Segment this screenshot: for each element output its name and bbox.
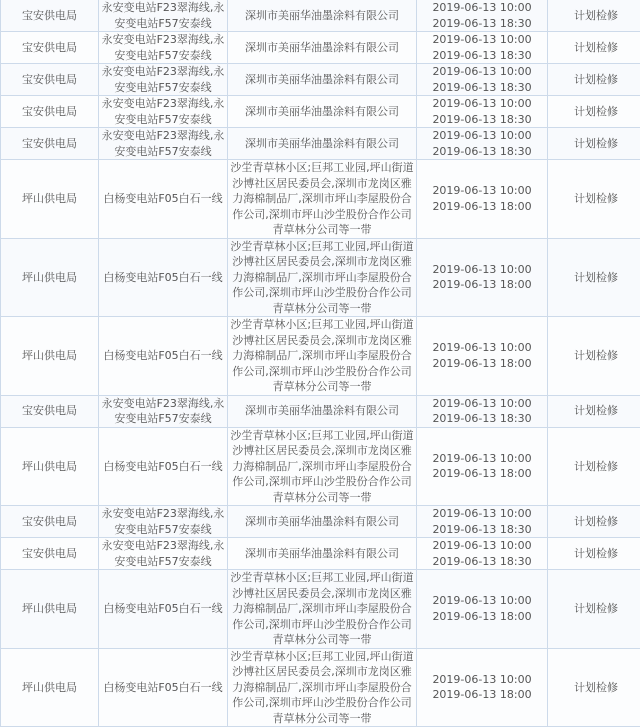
line-text: 永安变电站F23翠海线,永安变电站F57安泰线: [100, 64, 226, 95]
type-cell: [548, 128, 640, 160]
type-text: 计划检修: [549, 514, 640, 530]
bureau-cell: [1, 317, 99, 396]
time-cell: [417, 32, 548, 64]
time-cell: [417, 64, 548, 96]
bureau-cell: [1, 648, 99, 727]
area-cell: [228, 238, 417, 317]
line-cell: [99, 506, 228, 538]
time-text: 2019-06-13 18:30: [418, 16, 546, 32]
type-cell: [548, 0, 640, 32]
line-text: 永安变电站F23翠海线,永安变电站F57安泰线: [100, 396, 226, 427]
time-cell: [417, 648, 548, 727]
table-row: [1, 0, 640, 32]
type-text: 计划检修: [549, 459, 640, 475]
area-cell: [228, 160, 417, 239]
time-cell: [417, 538, 548, 570]
bureau-cell: [1, 570, 99, 649]
area-cell: [228, 395, 417, 427]
area-text: 深圳市美丽华油墨涂料有限公司: [229, 514, 415, 530]
time-cell: [417, 0, 548, 32]
area-cell: [228, 506, 417, 538]
type-cell: [548, 64, 640, 96]
type-cell: [548, 160, 640, 239]
type-text: 计划检修: [549, 270, 640, 286]
line-cell: [99, 128, 228, 160]
line-cell: [99, 395, 228, 427]
type-text: 计划检修: [549, 546, 640, 562]
time-text: 2019-06-13 10:00: [418, 183, 546, 199]
type-text: 计划检修: [549, 136, 640, 152]
bureau-text: 坪山供电局: [2, 348, 97, 364]
line-cell: [99, 32, 228, 64]
area-text: 沙坣青草林小区;巨邦工业园,坪山街道沙博社区居民委员会,深圳市龙岗区雅力海棉制品厂,深圳市坪山李屋股份合作公司,深圳市坪山沙坣股份合作公司青草林分公司等一带: [229, 317, 415, 395]
area-cell: [228, 648, 417, 727]
bureau-cell: [1, 395, 99, 427]
type-cell: [548, 96, 640, 128]
time-text: 2019-06-13 10:00: [418, 340, 546, 356]
line-cell: [99, 427, 228, 506]
time-text: 2019-06-13 18:30: [418, 522, 546, 538]
time-text: 2019-06-13 18:30: [418, 411, 546, 427]
time-text: 2019-06-13 10:00: [418, 593, 546, 609]
type-text: 计划检修: [549, 40, 640, 56]
area-text: 深圳市美丽华油墨涂料有限公司: [229, 8, 415, 24]
line-text: 永安变电站F23翠海线,永安变电站F57安泰线: [100, 506, 226, 537]
bureau-cell: [1, 427, 99, 506]
line-text: 永安变电站F23翠海线,永安变电站F57安泰线: [100, 0, 226, 31]
table-row: [1, 96, 640, 128]
table-row: [1, 506, 640, 538]
bureau-text: 坪山供电局: [2, 680, 97, 696]
line-text: 永安变电站F23翠海线,永安变电站F57安泰线: [100, 32, 226, 63]
bureau-text: 宝安供电局: [2, 136, 97, 152]
line-text: 白杨变电站F05白石一线: [100, 270, 226, 286]
area-text: 沙坣青草林小区;巨邦工业园,坪山街道沙博社区居民委员会,深圳市龙岗区雅力海棉制品厂,深圳市坪山李屋股份合作公司,深圳市坪山沙坣股份合作公司青草林分公司等一带: [229, 239, 415, 317]
type-text: 计划检修: [549, 680, 640, 696]
bureau-text: 宝安供电局: [2, 72, 97, 88]
area-cell: [228, 427, 417, 506]
line-cell: [99, 317, 228, 396]
time-text: 2019-06-13 10:00: [418, 538, 546, 554]
time-text: 2019-06-13 10:00: [418, 672, 546, 688]
type-cell: [548, 506, 640, 538]
type-cell: [548, 32, 640, 64]
area-text: 沙坣青草林小区;巨邦工业园,坪山街道沙博社区居民委员会,深圳市龙岗区雅力海棉制品厂,深圳市坪山李屋股份合作公司,深圳市坪山沙坣股份合作公司青草林分公司等一带: [229, 428, 415, 506]
outage-table-body: [1, 0, 640, 727]
type-text: 计划检修: [549, 601, 640, 617]
line-cell: [99, 238, 228, 317]
table-row: [1, 317, 640, 396]
type-cell: [548, 570, 640, 649]
time-text: 2019-06-13 18:30: [418, 80, 546, 96]
type-text: 计划检修: [549, 72, 640, 88]
table-row: [1, 238, 640, 317]
time-text: 2019-06-13 10:00: [418, 0, 546, 16]
bureau-text: 坪山供电局: [2, 459, 97, 475]
bureau-text: 坪山供电局: [2, 601, 97, 617]
time-text: 2019-06-13 18:30: [418, 112, 546, 128]
area-text: 深圳市美丽华油墨涂料有限公司: [229, 546, 415, 562]
type-cell: [548, 238, 640, 317]
area-text: 深圳市美丽华油墨涂料有限公司: [229, 72, 415, 88]
bureau-text: 宝安供电局: [2, 403, 97, 419]
type-cell: [548, 538, 640, 570]
time-text: 2019-06-13 18:30: [418, 48, 546, 64]
time-text: 2019-06-13 18:00: [418, 466, 546, 482]
time-text: 2019-06-13 10:00: [418, 32, 546, 48]
line-cell: [99, 570, 228, 649]
area-text: 深圳市美丽华油墨涂料有限公司: [229, 403, 415, 419]
time-cell: [417, 427, 548, 506]
time-text: 2019-06-13 18:00: [418, 277, 546, 293]
bureau-text: 宝安供电局: [2, 40, 97, 56]
time-text: 2019-06-13 10:00: [418, 396, 546, 412]
time-cell: [417, 395, 548, 427]
line-text: 白杨变电站F05白石一线: [100, 601, 226, 617]
area-text: 沙坣青草林小区;巨邦工业园,坪山街道沙博社区居民委员会,深圳市龙岗区雅力海棉制品厂,深圳市坪山李屋股份合作公司,深圳市坪山沙坣股份合作公司青草林分公司等一带: [229, 160, 415, 238]
bureau-cell: [1, 32, 99, 64]
time-text: 2019-06-13 10:00: [418, 506, 546, 522]
time-cell: [417, 238, 548, 317]
type-text: 计划检修: [549, 8, 640, 24]
area-cell: [228, 0, 417, 32]
table-row: [1, 570, 640, 649]
area-text: 沙坣青草林小区;巨邦工业园,坪山街道沙博社区居民委员会,深圳市龙岗区雅力海棉制品厂,深圳市坪山李屋股份合作公司,深圳市坪山沙坣股份合作公司青草林分公司等一带: [229, 649, 415, 727]
table-row: [1, 648, 640, 727]
type-cell: [548, 648, 640, 727]
bureau-text: 宝安供电局: [2, 104, 97, 120]
area-cell: [228, 128, 417, 160]
area-cell: [228, 64, 417, 96]
line-cell: [99, 96, 228, 128]
bureau-text: 宝安供电局: [2, 546, 97, 562]
time-text: 2019-06-13 18:00: [418, 199, 546, 215]
area-cell: [228, 317, 417, 396]
area-text: 深圳市美丽华油墨涂料有限公司: [229, 136, 415, 152]
area-cell: [228, 570, 417, 649]
type-cell: [548, 317, 640, 396]
line-text: 永安变电站F23翠海线,永安变电站F57安泰线: [100, 538, 226, 569]
bureau-cell: [1, 0, 99, 32]
bureau-cell: [1, 538, 99, 570]
bureau-text: 宝安供电局: [2, 514, 97, 530]
area-cell: [228, 96, 417, 128]
time-cell: [417, 317, 548, 396]
line-cell: [99, 64, 228, 96]
bureau-cell: [1, 238, 99, 317]
line-text: 白杨变电站F05白石一线: [100, 348, 226, 364]
table-row: [1, 32, 640, 64]
time-text: 2019-06-13 18:30: [418, 144, 546, 160]
bureau-text: 宝安供电局: [2, 8, 97, 24]
line-text: 白杨变电站F05白石一线: [100, 191, 226, 207]
bureau-cell: [1, 506, 99, 538]
time-text: 2019-06-13 18:30: [418, 554, 546, 570]
time-text: 2019-06-13 18:00: [418, 609, 546, 625]
type-text: 计划检修: [549, 191, 640, 207]
table-row: [1, 128, 640, 160]
line-cell: [99, 538, 228, 570]
time-text: 2019-06-13 10:00: [418, 128, 546, 144]
area-text: 沙坣青草林小区;巨邦工业园,坪山街道沙博社区居民委员会,深圳市龙岗区雅力海棉制品厂,深圳市坪山李屋股份合作公司,深圳市坪山沙坣股份合作公司青草林分公司等一带: [229, 570, 415, 648]
area-text: 深圳市美丽华油墨涂料有限公司: [229, 40, 415, 56]
type-text: 计划检修: [549, 348, 640, 364]
type-text: 计划检修: [549, 104, 640, 120]
bureau-cell: [1, 96, 99, 128]
bureau-text: 坪山供电局: [2, 191, 97, 207]
area-cell: [228, 32, 417, 64]
line-cell: [99, 648, 228, 727]
time-text: 2019-06-13 10:00: [418, 96, 546, 112]
table-row: [1, 395, 640, 427]
time-text: 2019-06-13 18:00: [418, 356, 546, 372]
type-cell: [548, 395, 640, 427]
time-cell: [417, 96, 548, 128]
time-cell: [417, 160, 548, 239]
type-cell: [548, 427, 640, 506]
time-text: 2019-06-13 10:00: [418, 451, 546, 467]
bureau-text: 坪山供电局: [2, 270, 97, 286]
table-row: [1, 538, 640, 570]
area-cell: [228, 538, 417, 570]
table-row: [1, 427, 640, 506]
time-cell: [417, 570, 548, 649]
table-row: [1, 64, 640, 96]
time-text: 2019-06-13 10:00: [418, 262, 546, 278]
time-text: 2019-06-13 18:00: [418, 687, 546, 703]
bureau-cell: [1, 160, 99, 239]
line-text: 白杨变电站F05白石一线: [100, 680, 226, 696]
time-cell: [417, 128, 548, 160]
line-text: 永安变电站F23翠海线,永安变电站F57安泰线: [100, 128, 226, 159]
table-row: [1, 160, 640, 239]
time-cell: [417, 506, 548, 538]
line-text: 白杨变电站F05白石一线: [100, 459, 226, 475]
bureau-cell: [1, 64, 99, 96]
type-text: 计划检修: [549, 403, 640, 419]
bureau-cell: [1, 128, 99, 160]
line-text: 永安变电站F23翠海线,永安变电站F57安泰线: [100, 96, 226, 127]
area-text: 深圳市美丽华油墨涂料有限公司: [229, 104, 415, 120]
line-cell: [99, 160, 228, 239]
time-text: 2019-06-13 10:00: [418, 64, 546, 80]
line-cell: [99, 0, 228, 32]
